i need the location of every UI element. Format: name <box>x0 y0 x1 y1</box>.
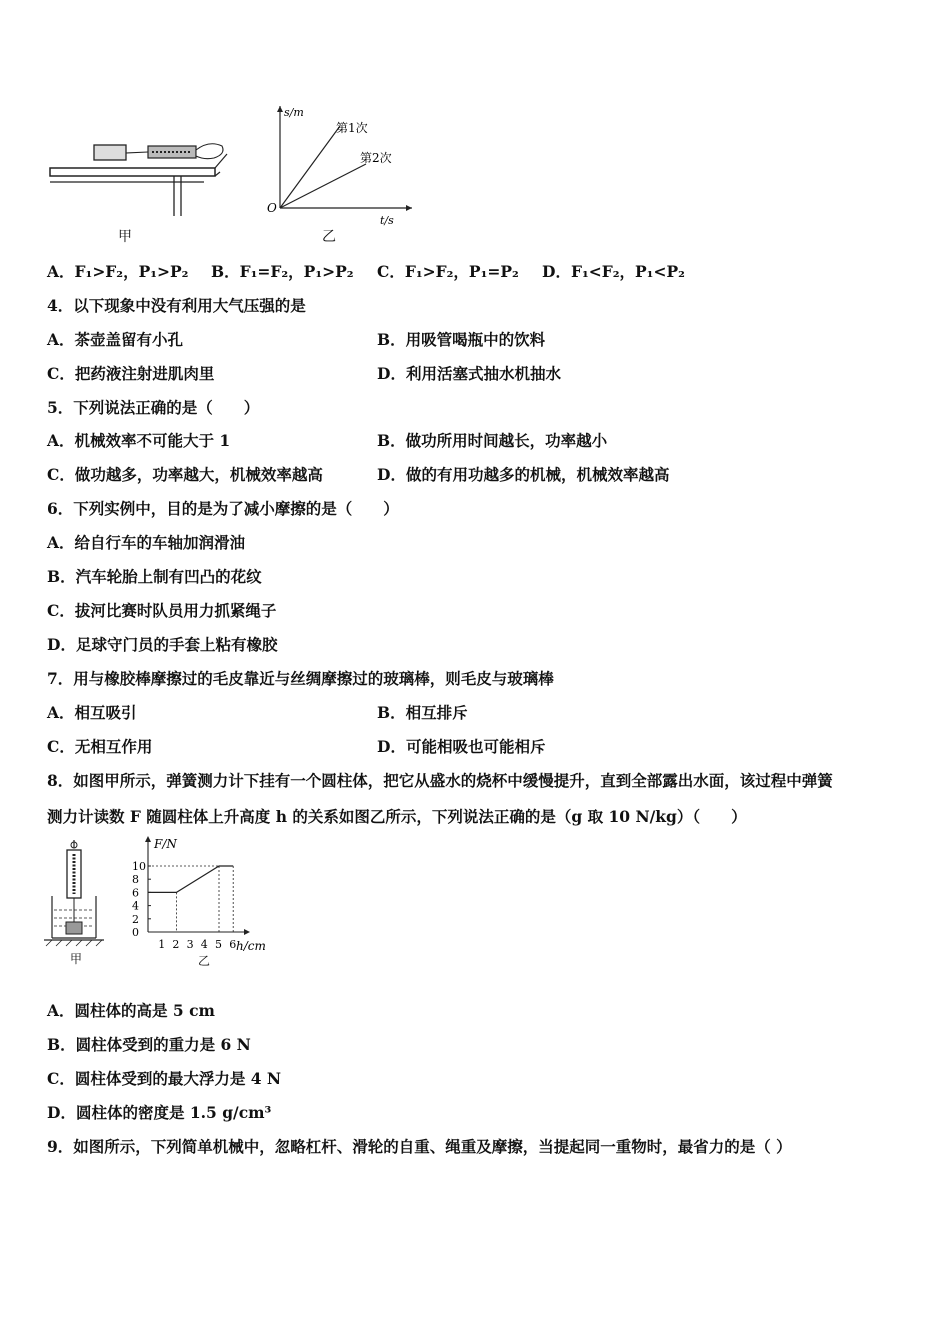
line2-label: 第2次 <box>360 151 392 165</box>
q5-option-b: B．做功所用时间越长，功率越小 <box>377 431 608 450</box>
q8-figure-label-jia: 甲 <box>70 952 83 966</box>
q8-y-tick-label: 2 <box>132 912 139 926</box>
q4-option-c: C．把药液注射进肌肉里 <box>47 364 215 383</box>
q9-stem: 9．如图所示，下列简单机械中，忽略杠杆、滑轮的自重、绳重及摩擦，当提起同一重物时，最省力的是（ ） <box>47 1137 792 1156</box>
q8-y-tick-label: 6 <box>132 886 139 900</box>
q5-stem: 5．下列说法正确的是（ ） <box>47 398 260 417</box>
q8-option-a: A．圆柱体的高是 5 cm <box>47 1001 215 1020</box>
q8-y-tick-label: 8 <box>132 873 139 887</box>
q5-option-d: D．做的有用功越多的机械，机械效率越高 <box>377 465 670 484</box>
q7-option-d: D．可能相吸也可能相斥 <box>377 737 546 756</box>
q8-x-tick-label: 4 <box>200 938 208 951</box>
q6-option-c: C．拔河比赛时队员用力抓紧绳子 <box>47 601 277 620</box>
q3-option-c: C．F₁>F₂，P₁=P₂ <box>377 262 519 281</box>
q4-option-a: A．茶壶盖留有小孔 <box>47 330 184 349</box>
q4-option-b: B．用吸管喝瓶中的饮料 <box>377 330 546 349</box>
q3-option-a: A．F₁>F₂，P₁>P₂ <box>47 262 189 281</box>
q4-stem: 4．以下现象中没有利用大气压强的是 <box>47 296 306 315</box>
q8-x-tick-label: 2 <box>172 938 180 951</box>
q8-y-tick-label: 10 <box>132 860 146 873</box>
q5-option-c: C．做功越多，功率越大，机械效率越高 <box>47 465 323 484</box>
q8-x-tick-label: 5 <box>215 938 222 951</box>
q8-option-b: B．圆柱体受到的重力是 6 N <box>47 1035 251 1054</box>
q3-option-b: B．F₁=F₂，P₁>P₂ <box>211 262 354 281</box>
q8-x-tick-label: 6 <box>229 938 237 951</box>
q6-option-d: D．足球守门员的手套上粘有橡胶 <box>47 635 278 654</box>
figure-label-jia: 甲 <box>118 229 132 245</box>
line1-label: 第1次 <box>336 121 368 135</box>
axis-label-t: t/s <box>380 214 394 227</box>
figure-s-t-graph <box>262 100 422 230</box>
q8-y-tick-label: 0 <box>132 926 139 939</box>
q8-x-tick-label: 3 <box>186 938 194 951</box>
origin-label: O <box>267 201 277 215</box>
q8-option-d: D．圆柱体的密度是 1.5 g/cm³ <box>47 1103 272 1122</box>
q6-option-a: A．给自行车的车轴加润滑油 <box>47 533 246 552</box>
q8-figure-label-yi: 乙 <box>198 954 211 968</box>
q3-option-d: D．F₁<F₂，P₁<P₂ <box>542 262 685 281</box>
q8-axis-x-label: h/cm <box>236 939 266 952</box>
q7-option-c: C．无相互作用 <box>47 737 153 756</box>
axis-label-s: s/m <box>284 106 304 119</box>
q7-stem: 7．用与橡胶棒摩擦过的毛皮靠近与丝绸摩擦过的玻璃棒，则毛皮与玻璃棒 <box>47 669 554 688</box>
q5-option-a: A．机械效率不可能大于 1 <box>47 431 231 450</box>
figure-spring-beaker <box>44 840 106 950</box>
graph-line-2 <box>280 164 366 208</box>
q8-x-tick-label: 1 <box>158 938 166 951</box>
q7-option-a: A．相互吸引 <box>47 703 137 722</box>
q8-stem-line2: 测力计读数 F 随圆柱体上升高度 h 的关系如图乙所示，下列说法正确的是（g 取 10 N/kg）（ ） <box>47 807 747 826</box>
q8-f-h-chart <box>128 834 278 952</box>
q8-axis-y-label: F/N <box>154 837 177 851</box>
figure-table-block <box>44 128 234 220</box>
q8-option-c: C．圆柱体受到的最大浮力是 4 N <box>47 1069 282 1088</box>
q8-chart-series-line <box>148 866 233 892</box>
graph-line-1 <box>280 126 340 208</box>
q7-option-b: B．相互排斥 <box>377 703 468 722</box>
q8-y-tick-label: 4 <box>132 899 139 913</box>
q6-option-b: B．汽车轮胎上制有凹凸的花纹 <box>47 567 262 586</box>
figure-label-yi: 乙 <box>322 229 336 245</box>
q8-stem-line1: 8．如图甲所示，弹簧测力计下挂有一个圆柱体，把它从盛水的烧杯中缓慢提升，直到全部露出水面，该过程中弹簧 <box>47 771 833 790</box>
q4-option-d: D．利用活塞式抽水机抽水 <box>377 364 561 383</box>
q6-stem: 6．下列实例中，目的是为了减小摩擦的是（ ） <box>47 499 399 518</box>
